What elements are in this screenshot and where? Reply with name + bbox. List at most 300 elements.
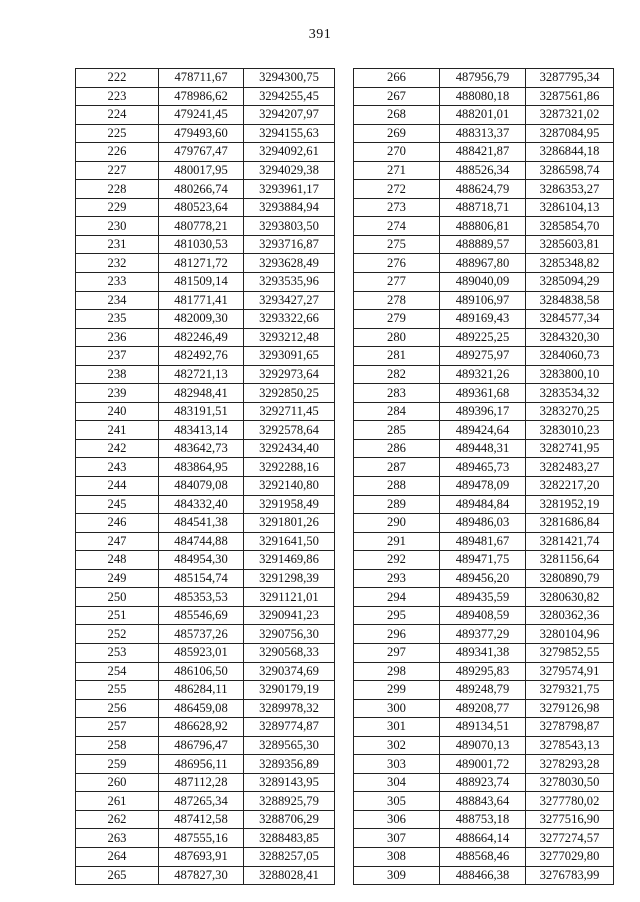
table-row xyxy=(76,328,335,347)
table-row xyxy=(76,439,335,458)
point-number-cell: 229 xyxy=(76,198,159,217)
table-row xyxy=(76,310,335,329)
x-coordinate-cell: 488923,74 xyxy=(440,773,526,792)
y-coordinate-cell: 3293535,96 xyxy=(244,273,335,292)
x-coordinate-cell: 480266,74 xyxy=(159,180,244,199)
coordinates-table-left xyxy=(75,68,335,885)
table-row xyxy=(76,662,335,681)
y-coordinate-cell: 3293091,65 xyxy=(244,347,335,366)
x-coordinate-cell: 488466,38 xyxy=(440,866,526,885)
y-coordinate-cell: 3284838,58 xyxy=(526,291,614,310)
table-row xyxy=(354,180,614,199)
table-row xyxy=(354,681,614,700)
point-number-cell: 277 xyxy=(354,273,440,292)
y-coordinate-cell: 3291801,26 xyxy=(244,514,335,533)
y-coordinate-cell: 3293961,17 xyxy=(244,180,335,199)
y-coordinate-cell: 3289565,30 xyxy=(244,736,335,755)
table-row xyxy=(354,699,614,718)
y-coordinate-cell: 3293427,27 xyxy=(244,291,335,310)
x-coordinate-cell: 479767,47 xyxy=(159,143,244,162)
point-number-cell: 282 xyxy=(354,365,440,384)
y-coordinate-cell: 3292973,64 xyxy=(244,365,335,384)
y-coordinate-cell: 3281156,64 xyxy=(526,551,614,570)
point-number-cell: 242 xyxy=(76,439,159,458)
x-coordinate-cell: 489295,83 xyxy=(440,662,526,681)
x-coordinate-cell: 479241,45 xyxy=(159,106,244,125)
y-coordinate-cell: 3277516,90 xyxy=(526,810,614,829)
y-coordinate-cell: 3287561,86 xyxy=(526,87,614,106)
point-number-cell: 291 xyxy=(354,532,440,551)
x-coordinate-cell: 482492,76 xyxy=(159,347,244,366)
y-coordinate-cell: 3287084,95 xyxy=(526,124,614,143)
point-number-cell: 299 xyxy=(354,681,440,700)
point-number-cell: 237 xyxy=(76,347,159,366)
x-coordinate-cell: 478986,62 xyxy=(159,87,244,106)
point-number-cell: 236 xyxy=(76,328,159,347)
x-coordinate-cell: 489478,09 xyxy=(440,477,526,496)
y-coordinate-cell: 3292434,40 xyxy=(244,439,335,458)
y-coordinate-cell: 3283534,32 xyxy=(526,384,614,403)
x-coordinate-cell: 489040,09 xyxy=(440,273,526,292)
table-row xyxy=(76,87,335,106)
x-coordinate-cell: 484332,40 xyxy=(159,495,244,514)
y-coordinate-cell: 3288483,85 xyxy=(244,829,335,848)
point-number-cell: 286 xyxy=(354,439,440,458)
x-coordinate-cell: 481271,72 xyxy=(159,254,244,273)
y-coordinate-cell: 3283010,23 xyxy=(526,421,614,440)
point-number-cell: 268 xyxy=(354,106,440,125)
table-row xyxy=(354,810,614,829)
y-coordinate-cell: 3284060,73 xyxy=(526,347,614,366)
x-coordinate-cell: 489481,67 xyxy=(440,532,526,551)
y-coordinate-cell: 3292578,64 xyxy=(244,421,335,440)
point-number-cell: 263 xyxy=(76,829,159,848)
y-coordinate-cell: 3288028,41 xyxy=(244,866,335,885)
point-number-cell: 265 xyxy=(76,866,159,885)
table-row xyxy=(354,606,614,625)
point-number-cell: 279 xyxy=(354,310,440,329)
y-coordinate-cell: 3289978,32 xyxy=(244,699,335,718)
table-row xyxy=(76,235,335,254)
y-coordinate-cell: 3291958,49 xyxy=(244,495,335,514)
point-number-cell: 273 xyxy=(354,198,440,217)
table-row xyxy=(76,217,335,236)
point-number-cell: 238 xyxy=(76,365,159,384)
y-coordinate-cell: 3287795,34 xyxy=(526,69,614,88)
x-coordinate-cell: 488843,64 xyxy=(440,792,526,811)
table-row xyxy=(354,773,614,792)
x-coordinate-cell: 489321,26 xyxy=(440,365,526,384)
point-number-cell: 301 xyxy=(354,718,440,737)
point-number-cell: 252 xyxy=(76,625,159,644)
x-coordinate-cell: 488753,18 xyxy=(440,810,526,829)
table-row xyxy=(354,829,614,848)
x-coordinate-cell: 480017,95 xyxy=(159,161,244,180)
x-coordinate-cell: 481771,41 xyxy=(159,291,244,310)
point-number-cell: 298 xyxy=(354,662,440,681)
point-number-cell: 274 xyxy=(354,217,440,236)
x-coordinate-cell: 485737,26 xyxy=(159,625,244,644)
x-coordinate-cell: 483642,73 xyxy=(159,439,244,458)
y-coordinate-cell: 3290374,69 xyxy=(244,662,335,681)
y-coordinate-cell: 3283800,10 xyxy=(526,365,614,384)
point-number-cell: 294 xyxy=(354,588,440,607)
point-number-cell: 230 xyxy=(76,217,159,236)
x-coordinate-cell: 485154,74 xyxy=(159,569,244,588)
point-number-cell: 288 xyxy=(354,477,440,496)
table-row xyxy=(76,718,335,737)
y-coordinate-cell: 3281421,74 xyxy=(526,532,614,551)
y-coordinate-cell: 3288257,05 xyxy=(244,847,335,866)
y-coordinate-cell: 3279321,75 xyxy=(526,681,614,700)
point-number-cell: 256 xyxy=(76,699,159,718)
y-coordinate-cell: 3278543,13 xyxy=(526,736,614,755)
point-number-cell: 293 xyxy=(354,569,440,588)
y-coordinate-cell: 3285094,29 xyxy=(526,273,614,292)
table-row xyxy=(76,773,335,792)
x-coordinate-cell: 484744,88 xyxy=(159,532,244,551)
x-coordinate-cell: 489408,59 xyxy=(440,606,526,625)
x-coordinate-cell: 489361,68 xyxy=(440,384,526,403)
table-row xyxy=(76,606,335,625)
point-number-cell: 289 xyxy=(354,495,440,514)
x-coordinate-cell: 488718,71 xyxy=(440,198,526,217)
table-row xyxy=(354,328,614,347)
y-coordinate-cell: 3277029,80 xyxy=(526,847,614,866)
y-coordinate-cell: 3292288,16 xyxy=(244,458,335,477)
x-coordinate-cell: 487412,58 xyxy=(159,810,244,829)
y-coordinate-cell: 3294155,63 xyxy=(244,124,335,143)
x-coordinate-cell: 489471,75 xyxy=(440,551,526,570)
table-row xyxy=(76,124,335,143)
y-coordinate-cell: 3278293,28 xyxy=(526,755,614,774)
point-number-cell: 275 xyxy=(354,235,440,254)
y-coordinate-cell: 3292850,25 xyxy=(244,384,335,403)
x-coordinate-cell: 489341,38 xyxy=(440,643,526,662)
table-row xyxy=(76,69,335,88)
table-row xyxy=(76,588,335,607)
point-number-cell: 278 xyxy=(354,291,440,310)
x-coordinate-cell: 489484,84 xyxy=(440,495,526,514)
point-number-cell: 304 xyxy=(354,773,440,792)
table-row xyxy=(354,198,614,217)
point-number-cell: 260 xyxy=(76,773,159,792)
point-number-cell: 228 xyxy=(76,180,159,199)
point-number-cell: 307 xyxy=(354,829,440,848)
point-number-cell: 283 xyxy=(354,384,440,403)
table-row xyxy=(354,514,614,533)
point-number-cell: 233 xyxy=(76,273,159,292)
point-number-cell: 231 xyxy=(76,235,159,254)
point-number-cell: 297 xyxy=(354,643,440,662)
table-row xyxy=(354,866,614,885)
x-coordinate-cell: 486459,08 xyxy=(159,699,244,718)
y-coordinate-cell: 3285348,82 xyxy=(526,254,614,273)
x-coordinate-cell: 489169,43 xyxy=(440,310,526,329)
x-coordinate-cell: 488201,01 xyxy=(440,106,526,125)
y-coordinate-cell: 3280104,96 xyxy=(526,625,614,644)
table-row xyxy=(76,347,335,366)
y-coordinate-cell: 3291121,01 xyxy=(244,588,335,607)
y-coordinate-cell: 3280630,82 xyxy=(526,588,614,607)
y-coordinate-cell: 3290756,30 xyxy=(244,625,335,644)
point-number-cell: 223 xyxy=(76,87,159,106)
x-coordinate-cell: 489070,13 xyxy=(440,736,526,755)
y-coordinate-cell: 3282741,95 xyxy=(526,439,614,458)
point-number-cell: 259 xyxy=(76,755,159,774)
point-number-cell: 243 xyxy=(76,458,159,477)
x-coordinate-cell: 484541,38 xyxy=(159,514,244,533)
point-number-cell: 254 xyxy=(76,662,159,681)
x-coordinate-cell: 489396,17 xyxy=(440,402,526,421)
table-row xyxy=(76,847,335,866)
point-number-cell: 295 xyxy=(354,606,440,625)
x-coordinate-cell: 488664,14 xyxy=(440,829,526,848)
table-row xyxy=(354,532,614,551)
y-coordinate-cell: 3285603,81 xyxy=(526,235,614,254)
point-number-cell: 245 xyxy=(76,495,159,514)
point-number-cell: 250 xyxy=(76,588,159,607)
x-coordinate-cell: 487112,28 xyxy=(159,773,244,792)
y-coordinate-cell: 3291298,39 xyxy=(244,569,335,588)
table-row xyxy=(76,495,335,514)
x-coordinate-cell: 486284,11 xyxy=(159,681,244,700)
table-row xyxy=(76,291,335,310)
table-row xyxy=(76,625,335,644)
table-row xyxy=(354,755,614,774)
x-coordinate-cell: 489248,79 xyxy=(440,681,526,700)
point-number-cell: 248 xyxy=(76,551,159,570)
table-row xyxy=(354,106,614,125)
table-row xyxy=(354,161,614,180)
point-number-cell: 225 xyxy=(76,124,159,143)
table-row xyxy=(354,847,614,866)
point-number-cell: 261 xyxy=(76,792,159,811)
x-coordinate-cell: 488421,87 xyxy=(440,143,526,162)
x-coordinate-cell: 484079,08 xyxy=(159,477,244,496)
table-row xyxy=(76,829,335,848)
y-coordinate-cell: 3286844,18 xyxy=(526,143,614,162)
table-row xyxy=(76,551,335,570)
table-row xyxy=(354,495,614,514)
x-coordinate-cell: 487956,79 xyxy=(440,69,526,88)
x-coordinate-cell: 483191,51 xyxy=(159,402,244,421)
y-coordinate-cell: 3284320,30 xyxy=(526,328,614,347)
point-number-cell: 305 xyxy=(354,792,440,811)
y-coordinate-cell: 3291469,86 xyxy=(244,551,335,570)
table-row xyxy=(76,161,335,180)
table-row xyxy=(354,625,614,644)
table-row xyxy=(76,402,335,421)
y-coordinate-cell: 3293212,48 xyxy=(244,328,335,347)
y-coordinate-cell: 3287321,02 xyxy=(526,106,614,125)
x-coordinate-cell: 488313,37 xyxy=(440,124,526,143)
y-coordinate-cell: 3293803,50 xyxy=(244,217,335,236)
table-row xyxy=(354,69,614,88)
y-coordinate-cell: 3294029,38 xyxy=(244,161,335,180)
point-number-cell: 226 xyxy=(76,143,159,162)
x-coordinate-cell: 487693,91 xyxy=(159,847,244,866)
x-coordinate-cell: 482246,49 xyxy=(159,328,244,347)
point-number-cell: 253 xyxy=(76,643,159,662)
point-number-cell: 266 xyxy=(354,69,440,88)
table-row xyxy=(354,402,614,421)
table-row xyxy=(354,718,614,737)
y-coordinate-cell: 3294255,45 xyxy=(244,87,335,106)
y-coordinate-cell: 3284577,34 xyxy=(526,310,614,329)
table-row xyxy=(354,365,614,384)
table-row xyxy=(76,699,335,718)
table-row xyxy=(76,365,335,384)
table-row xyxy=(76,180,335,199)
x-coordinate-cell: 489465,73 xyxy=(440,458,526,477)
y-coordinate-cell: 3293884,94 xyxy=(244,198,335,217)
y-coordinate-cell: 3276783,99 xyxy=(526,866,614,885)
y-coordinate-cell: 3291641,50 xyxy=(244,532,335,551)
x-coordinate-cell: 489208,77 xyxy=(440,699,526,718)
y-coordinate-cell: 3279126,98 xyxy=(526,699,614,718)
y-coordinate-cell: 3293322,66 xyxy=(244,310,335,329)
y-coordinate-cell: 3286598,74 xyxy=(526,161,614,180)
table-row xyxy=(76,866,335,885)
y-coordinate-cell: 3292711,45 xyxy=(244,402,335,421)
point-number-cell: 240 xyxy=(76,402,159,421)
table-row xyxy=(354,792,614,811)
y-coordinate-cell: 3289774,87 xyxy=(244,718,335,737)
y-coordinate-cell: 3282217,20 xyxy=(526,477,614,496)
y-coordinate-cell: 3285854,70 xyxy=(526,217,614,236)
x-coordinate-cell: 488806,81 xyxy=(440,217,526,236)
point-number-cell: 306 xyxy=(354,810,440,829)
table-row xyxy=(76,736,335,755)
table-row xyxy=(76,273,335,292)
table-row xyxy=(76,421,335,440)
x-coordinate-cell: 486796,47 xyxy=(159,736,244,755)
point-number-cell: 303 xyxy=(354,755,440,774)
x-coordinate-cell: 488889,57 xyxy=(440,235,526,254)
point-number-cell: 251 xyxy=(76,606,159,625)
point-number-cell: 285 xyxy=(354,421,440,440)
y-coordinate-cell: 3277780,02 xyxy=(526,792,614,811)
point-number-cell: 272 xyxy=(354,180,440,199)
point-number-cell: 249 xyxy=(76,569,159,588)
table-row xyxy=(354,87,614,106)
point-number-cell: 271 xyxy=(354,161,440,180)
y-coordinate-cell: 3277274,57 xyxy=(526,829,614,848)
y-coordinate-cell: 3294300,75 xyxy=(244,69,335,88)
table-row xyxy=(76,106,335,125)
x-coordinate-cell: 489001,72 xyxy=(440,755,526,774)
point-number-cell: 258 xyxy=(76,736,159,755)
point-number-cell: 302 xyxy=(354,736,440,755)
point-number-cell: 280 xyxy=(354,328,440,347)
point-number-cell: 227 xyxy=(76,161,159,180)
y-coordinate-cell: 3286104,13 xyxy=(526,198,614,217)
point-number-cell: 267 xyxy=(354,87,440,106)
y-coordinate-cell: 3290568,33 xyxy=(244,643,335,662)
table-row xyxy=(354,291,614,310)
table-row xyxy=(354,458,614,477)
x-coordinate-cell: 488526,34 xyxy=(440,161,526,180)
point-number-cell: 290 xyxy=(354,514,440,533)
x-coordinate-cell: 488624,79 xyxy=(440,180,526,199)
x-coordinate-cell: 482948,41 xyxy=(159,384,244,403)
point-number-cell: 287 xyxy=(354,458,440,477)
point-number-cell: 264 xyxy=(76,847,159,866)
table-row xyxy=(354,643,614,662)
x-coordinate-cell: 482009,30 xyxy=(159,310,244,329)
point-number-cell: 269 xyxy=(354,124,440,143)
y-coordinate-cell: 3290179,19 xyxy=(244,681,335,700)
x-coordinate-cell: 487827,30 xyxy=(159,866,244,885)
table-row xyxy=(76,810,335,829)
y-coordinate-cell: 3280362,36 xyxy=(526,606,614,625)
point-number-cell: 234 xyxy=(76,291,159,310)
x-coordinate-cell: 485923,01 xyxy=(159,643,244,662)
y-coordinate-cell: 3293716,87 xyxy=(244,235,335,254)
y-coordinate-cell: 3294092,61 xyxy=(244,143,335,162)
y-coordinate-cell: 3282483,27 xyxy=(526,458,614,477)
table-row xyxy=(354,588,614,607)
y-coordinate-cell: 3281952,19 xyxy=(526,495,614,514)
x-coordinate-cell: 489225,25 xyxy=(440,328,526,347)
point-number-cell: 296 xyxy=(354,625,440,644)
point-number-cell: 239 xyxy=(76,384,159,403)
point-number-cell: 281 xyxy=(354,347,440,366)
table-row xyxy=(354,143,614,162)
y-coordinate-cell: 3294207,97 xyxy=(244,106,335,125)
x-coordinate-cell: 487265,34 xyxy=(159,792,244,811)
x-coordinate-cell: 478711,67 xyxy=(159,69,244,88)
y-coordinate-cell: 3278798,87 xyxy=(526,718,614,737)
table-row xyxy=(354,551,614,570)
x-coordinate-cell: 483413,14 xyxy=(159,421,244,440)
y-coordinate-cell: 3286353,27 xyxy=(526,180,614,199)
x-coordinate-cell: 486628,92 xyxy=(159,718,244,737)
y-coordinate-cell: 3279574,91 xyxy=(526,662,614,681)
x-coordinate-cell: 482721,13 xyxy=(159,365,244,384)
x-coordinate-cell: 488568,46 xyxy=(440,847,526,866)
y-coordinate-cell: 3292140,80 xyxy=(244,477,335,496)
point-number-cell: 276 xyxy=(354,254,440,273)
table-row xyxy=(354,569,614,588)
y-coordinate-cell: 3288925,79 xyxy=(244,792,335,811)
point-number-cell: 235 xyxy=(76,310,159,329)
coordinates-table-right xyxy=(353,68,614,885)
x-coordinate-cell: 488967,80 xyxy=(440,254,526,273)
y-coordinate-cell: 3279852,55 xyxy=(526,643,614,662)
point-number-cell: 292 xyxy=(354,551,440,570)
point-number-cell: 257 xyxy=(76,718,159,737)
point-number-cell: 262 xyxy=(76,810,159,829)
x-coordinate-cell: 489456,20 xyxy=(440,569,526,588)
x-coordinate-cell: 483864,95 xyxy=(159,458,244,477)
page-number: 391 xyxy=(308,27,332,42)
table-row xyxy=(76,681,335,700)
point-number-cell: 300 xyxy=(354,699,440,718)
y-coordinate-cell: 3289356,89 xyxy=(244,755,335,774)
table-row xyxy=(354,347,614,366)
point-number-cell: 232 xyxy=(76,254,159,273)
x-coordinate-cell: 489448,31 xyxy=(440,439,526,458)
table-row xyxy=(354,736,614,755)
table-row xyxy=(76,458,335,477)
x-coordinate-cell: 489486,03 xyxy=(440,514,526,533)
x-coordinate-cell: 489106,97 xyxy=(440,291,526,310)
table-row xyxy=(354,384,614,403)
point-number-cell: 247 xyxy=(76,532,159,551)
x-coordinate-cell: 481030,53 xyxy=(159,235,244,254)
